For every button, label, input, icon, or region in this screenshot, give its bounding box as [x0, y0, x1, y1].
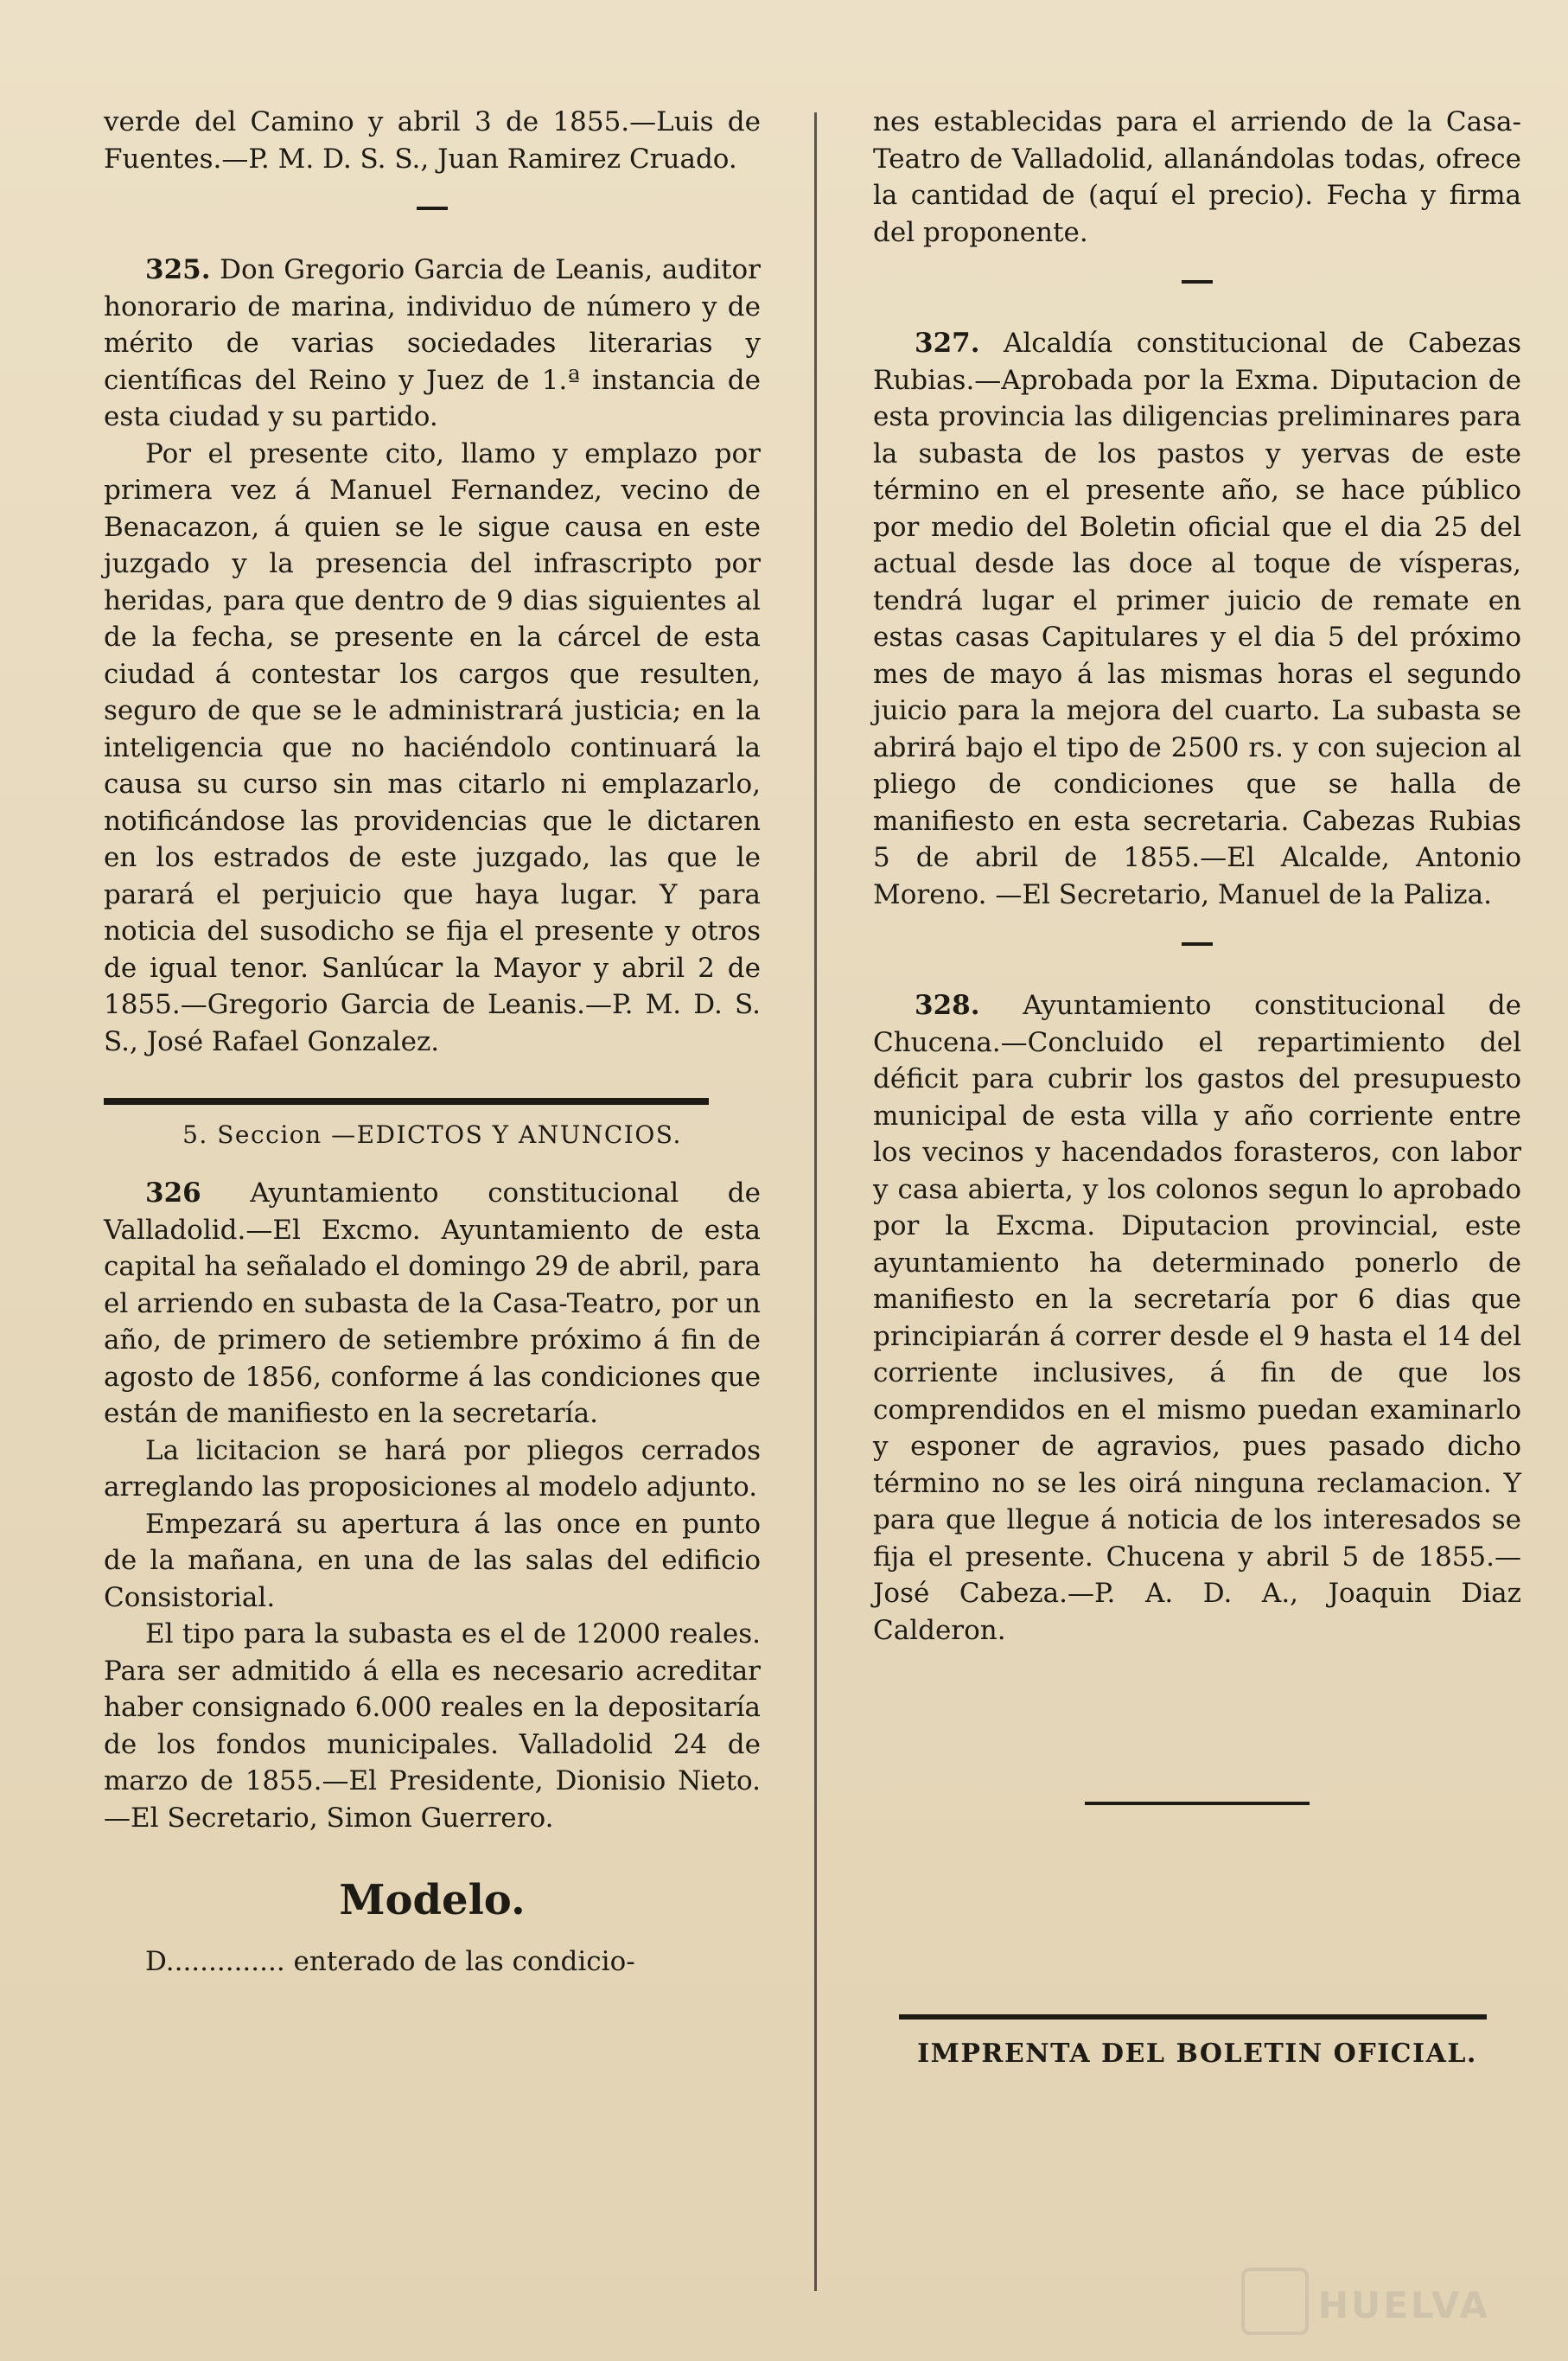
notice-328-text: Ayuntamiento constitucional de Chucena.—Concluido el repartimiento del déficit para cubrir los gastos del presupuesto municipal de esta villa y año corriente entre los vecinos y hacendados forasteros, con labor y casa abierta, y los colonos segun lo aprobado por la Excma. Diputacion provincial, este ayuntamiento ha determinado ponerlo de manifiesto en la secretaría por 6 dias que principiarán á correr desde el 9 hasta el 14 del corriente inclusives, á fin de que los comprendidos en el mismo puedan examinarlo y esponer de agravios, pues pasado dicho término no se les oirá ninguna reclamacion. Y para que llegue á noticia de los interesados se fija el presente. Chucena y abril 5 de 1855.—José Cabeza.—P. A. D. A., Joaquin Diaz Calderon.	[873, 990, 1521, 1646]
left-column	[104, 104, 761, 1981]
section-heading: 5. Seccion —EDICTOS Y ANUNCIOS.	[182, 1120, 682, 1149]
modelo-paragraph: D.............. enterado de las condicio-	[145, 1946, 635, 1977]
notice-327-number: 327.	[915, 328, 980, 359]
footer-rule	[899, 2014, 1487, 2020]
edict-325-body: Por el presente cito, llamo y emplazo por primera vez á Manuel Fernandez, vecino de Benacazon, á quien se le sigue causa en este juzgado y la presencia del infrascripto por heridas, para que dentro de 9 dias siguientes al de la fecha, se presente en la cárcel de esta ciudad á contestar los cargos que resulten, seguro de que se le administrará justicia; en la inteligencia que no haciéndolo continuará la causa su curso sin mas citarlo ni emplazarlo, notificándose las providencias que le dictaren en los estrados de este juzgado, las que le parará el perjuicio que haya lugar. Y para noticia del susodicho se fija el presente y otros de igual tenor. Sanlúcar la Mayor y abril 2 de 1855.—Gregorio Garcia de Leanis.—P. M. D. S. S., José Rafael Gonzalez.	[104, 437, 761, 1057]
watermark-logo: HUELVA	[1317, 2284, 1490, 2326]
imprint-line: IMPRENTA DEL BOLETIN OFICIAL.	[917, 2039, 1477, 2069]
notice-327	[873, 325, 1521, 913]
edict-325-heading	[104, 252, 761, 436]
modelo-continuation: nes establecidas para el arriendo de la Casa-Teatro de Valladolid, allanándolas todas, ofrece la cantidad de (aquí el precio). Fecha y firma del proponente.	[873, 106, 1521, 248]
ornament-rule	[873, 1787, 1521, 1815]
section-dash	[1182, 280, 1213, 284]
notice-326-number: 326	[145, 1177, 201, 1209]
edict-325-text: Don Gregorio Garcia de Leanis, auditor honorario de marina, individuo de número y de mérito de varias sociedades literarias y científicas del Reino y Juez de 1.ª instancia de esta ciudad y su partido.	[104, 254, 761, 432]
edict-325-number: 325.	[145, 254, 211, 285]
section-dash	[1182, 942, 1213, 946]
intro-paragraph: verde del Camino y abril 3 de 1855.—Luis de Fuentes.—P. M. D. S. S., Juan Ramirez Cruado.	[104, 106, 761, 175]
notice-326-para-4: El tipo para la subasta es el de 12000 reales. Para ser admitido á ella es necesario acreditar haber consignado 6.000 reales en la depositaría de los fondos municipales. Valladolid 24 de marzo de 1855.—El Presidente, Dionisio Nieto. —El Secretario, Simon Guerrero.	[104, 1618, 761, 1834]
notice-326-heading	[104, 1175, 761, 1433]
watermark-shield-icon	[1241, 2268, 1309, 2335]
modelo-title: Modelo.	[339, 1876, 526, 1924]
section-dash	[417, 207, 448, 210]
notice-327-text: Alcaldía constitucional de Cabezas Rubias.—Aprobada por la Exma. Diputacion de esta provincia las diligencias preliminares para la subasta de los pastos y yervas de este término en el presente año, se hace público por medio del Boletin oficial que el dia 25 del actual desde las doce al toque de vísperas, tendrá lugar el primer juicio de remate en estas casas Capitulares y el dia 5 del próximo mes de mayo á las mismas horas el segundo juicio para la mejora del cuarto. La subasta se abrirá bajo el tipo de 2500 rs. y con sujecion al pliego de condiciones que se halla de manifiesto en esta secretaria. Cabezas Rubias 5 de abril de 1855.—El Alcalde, Antonio Moreno. —El Secretario, Manuel de la Paliza.	[873, 328, 1521, 910]
notice-328	[873, 987, 1521, 1649]
notice-328-number: 328.	[915, 990, 980, 1021]
notice-326-para-2: La licitacion se hará por pliegos cerrados arreglando las proposiciones al modelo adjunto.	[104, 1434, 761, 1503]
column-divider	[814, 112, 817, 2291]
section-rule	[104, 1098, 709, 1105]
right-column	[873, 104, 1521, 2069]
notice-326-para-3: Empezará su apertura á las once en punto de la mañana, en una de las salas del edificio Consistorial.	[104, 1508, 761, 1613]
notice-326-text: Ayuntamiento constitucional de Valladolid.—El Excmo. Ayuntamiento de esta capital ha señalado el domingo 29 de abril, para el arriendo en subasta de la Casa-Teatro, por un año, de primero de setiembre próximo á fin de agosto de 1856, conforme á las condiciones que están de manifiesto en la secretaría.	[104, 1177, 761, 1429]
